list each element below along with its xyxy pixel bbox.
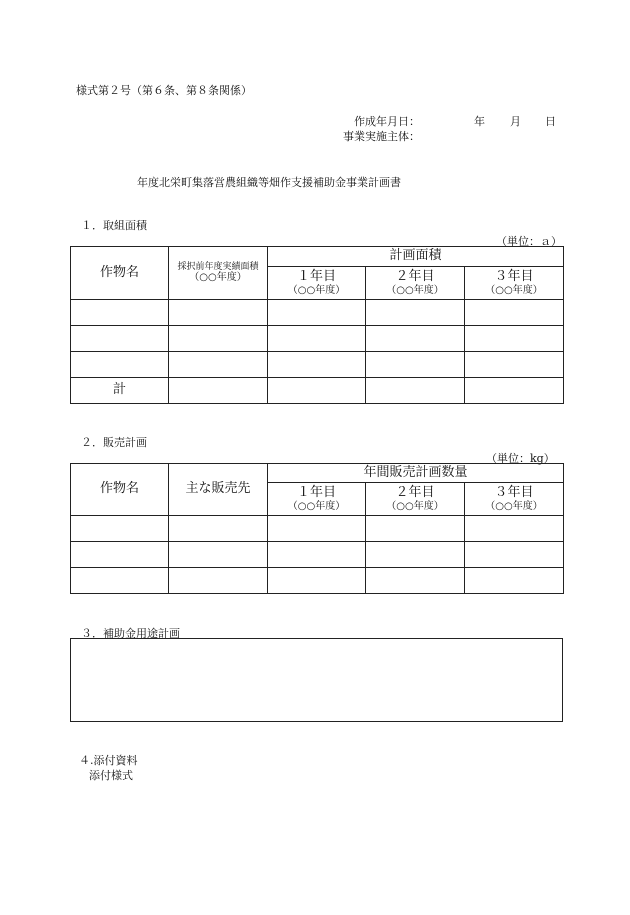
entity-label: 事業実施主体： — [343, 130, 420, 143]
section2-unit: （単位：kg） — [486, 452, 555, 465]
sales-cell[interactable] — [268, 542, 366, 568]
sales-year2-sub: （○○年度） — [386, 500, 444, 512]
date-label: 作成年月日： — [354, 115, 420, 128]
area-cell[interactable] — [465, 300, 564, 326]
area-cell[interactable] — [268, 300, 366, 326]
section1-heading: １．取組面積 — [81, 219, 147, 232]
date-day-label: 日 — [545, 115, 556, 128]
sales-table — [70, 463, 564, 594]
area-cell[interactable] — [465, 326, 564, 352]
sales-col-plan-group: 年間販売計画数量 — [268, 464, 564, 483]
area-total-row — [71, 378, 564, 404]
sales-cell[interactable] — [366, 568, 465, 594]
area-cell[interactable] — [465, 378, 564, 404]
sales-cell[interactable] — [169, 516, 268, 542]
area-cell[interactable] — [71, 352, 169, 378]
area-cell[interactable] — [268, 352, 366, 378]
area-cell[interactable] — [366, 326, 465, 352]
sales-col-year2 — [366, 483, 465, 516]
sales-cell[interactable] — [465, 542, 564, 568]
table-row — [71, 352, 564, 378]
area-col-plan-group: 計画面積 — [268, 247, 564, 267]
table-row — [71, 300, 564, 326]
area-cell[interactable] — [169, 352, 268, 378]
sales-cell[interactable] — [71, 542, 169, 568]
area-year3-sub: （○○年度） — [485, 284, 543, 296]
area-cell[interactable] — [366, 352, 465, 378]
sales-cell[interactable] — [268, 568, 366, 594]
sales-year3-label: ３年目 — [494, 484, 534, 500]
area-col-year2 — [366, 267, 465, 300]
sales-cell[interactable] — [366, 516, 465, 542]
subsidy-usage-box[interactable] — [70, 638, 563, 722]
area-cell[interactable] — [169, 326, 268, 352]
table-row — [71, 326, 564, 352]
area-cell[interactable] — [71, 326, 169, 352]
table-row — [71, 542, 564, 568]
date-month-label: 月 — [510, 115, 521, 128]
area-col-prev-title: 採択前年度実績面積 — [177, 262, 259, 273]
sales-col-year3 — [465, 483, 564, 516]
section2-heading: ２．販売計画 — [81, 436, 147, 449]
area-col-prev — [169, 247, 268, 300]
sales-year1-label: １年目 — [296, 484, 336, 500]
table-row — [71, 516, 564, 542]
table-row — [71, 568, 564, 594]
area-year2-sub: （○○年度） — [386, 284, 444, 296]
sales-col-dest: 主な販売先 — [169, 464, 268, 516]
sales-col-crop: 作物名 — [71, 464, 169, 516]
form-number: 様式第２号（第６条、第８条関係） — [76, 84, 252, 97]
sales-col-year1 — [268, 483, 366, 516]
sales-year3-sub: （○○年度） — [485, 500, 543, 512]
area-cell[interactable] — [169, 300, 268, 326]
area-col-year3 — [465, 267, 564, 300]
area-col-prev-year: （○○年度） — [189, 272, 247, 284]
area-cell[interactable] — [71, 300, 169, 326]
area-cell[interactable] — [268, 378, 366, 404]
area-cell[interactable] — [465, 352, 564, 378]
sales-cell[interactable] — [71, 516, 169, 542]
area-cell[interactable] — [366, 300, 465, 326]
sales-year2-label: ２年目 — [395, 484, 435, 500]
area-cell[interactable] — [169, 378, 268, 404]
sales-cell[interactable] — [366, 542, 465, 568]
area-year1-label: １年目 — [296, 268, 336, 284]
section1-unit: （単位：ａ） — [496, 235, 562, 248]
area-year3-label: ３年目 — [494, 268, 534, 284]
section3-heading: ３．補助金用途計画 — [81, 627, 180, 640]
area-year1-sub: （○○年度） — [287, 284, 346, 296]
area-cell[interactable] — [366, 378, 465, 404]
area-year2-label: ２年目 — [395, 268, 435, 284]
date-year-label: 年 — [474, 115, 485, 128]
attachment-item: 添付様式 — [89, 769, 133, 782]
area-table — [70, 246, 564, 404]
sales-cell[interactable] — [169, 568, 268, 594]
document-title: 年度北栄町集落営農組織等畑作支援補助金事業計画書 — [137, 176, 401, 189]
sales-cell[interactable] — [465, 516, 564, 542]
area-col-year1 — [268, 267, 366, 300]
sales-cell[interactable] — [465, 568, 564, 594]
section4-heading: ４.添付資料 — [79, 754, 138, 767]
sales-cell[interactable] — [268, 516, 366, 542]
area-total-label: 計 — [71, 378, 169, 404]
sales-cell[interactable] — [71, 568, 169, 594]
area-cell[interactable] — [268, 326, 366, 352]
area-col-crop: 作物名 — [71, 247, 169, 300]
sales-cell[interactable] — [169, 542, 268, 568]
sales-year1-sub: （○○年度） — [287, 500, 346, 512]
